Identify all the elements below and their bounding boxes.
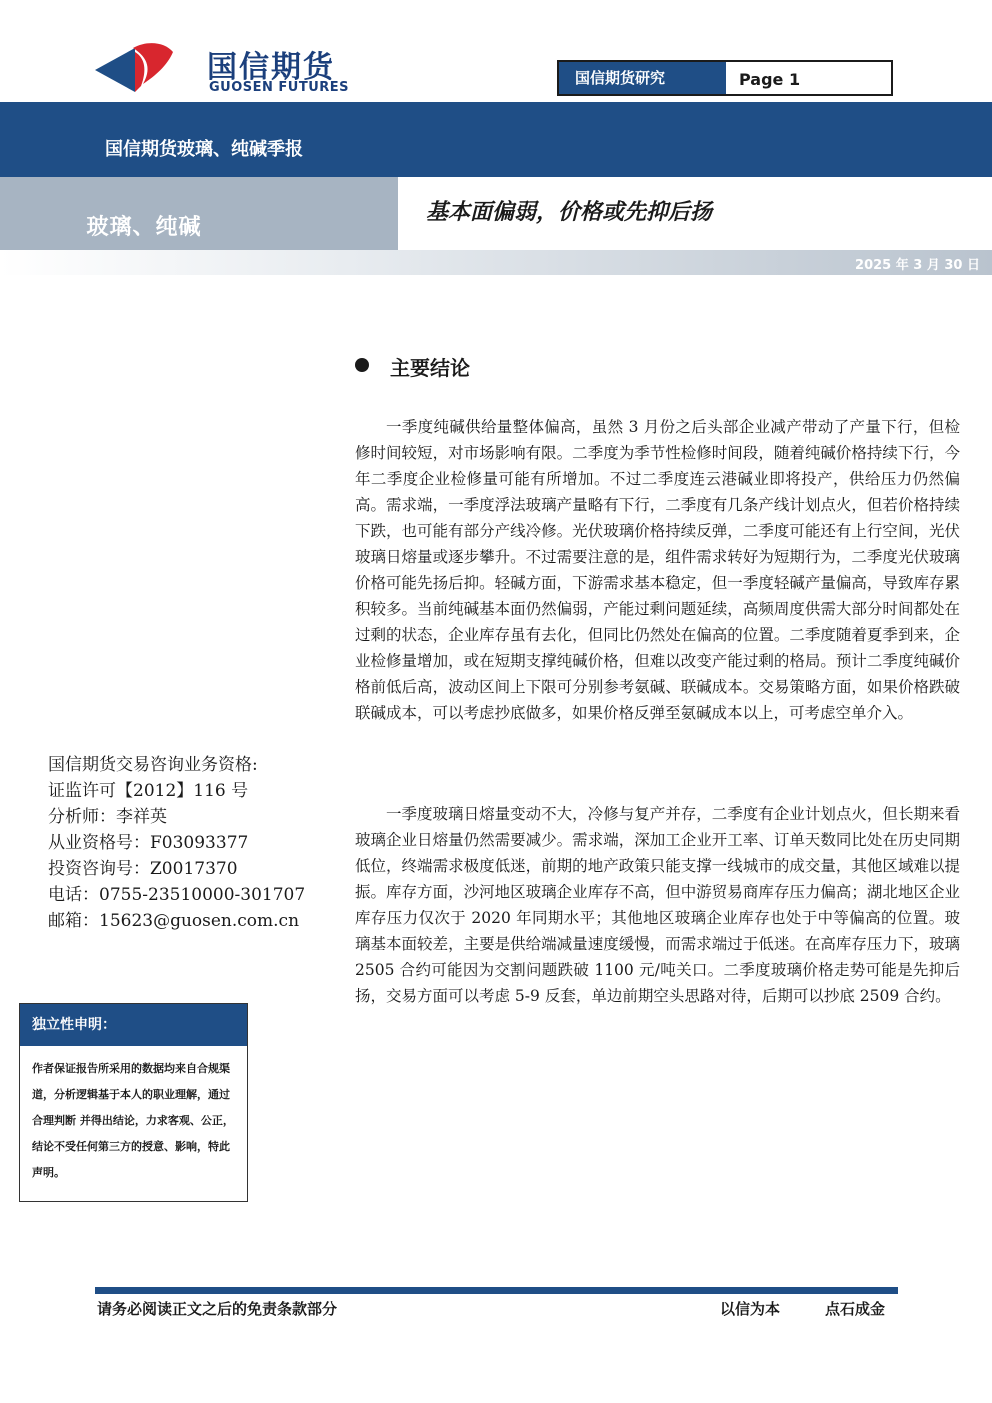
report-series-title: 国信期货玻璃、纯碱季报 [105,139,303,160]
independence-title: 独立性申明： [20,1004,247,1046]
consulting-number: 投资咨询号：Z0017370 [48,859,238,879]
footer-rule [95,1287,898,1294]
analyst-info [48,752,338,934]
independence-body: 作者保证报告所采用的数据均来自合规渠道，分析逻辑基于本人的职业理解，通过合理判断 并得出结论，力求客观、公正，结论不受任何第三方的授意、影响，特此声明。 [32,1062,234,1179]
page-number: Page 1 [739,70,801,89]
footer-slogan-1: 以信为本 [720,1300,781,1318]
bullet-icon [355,358,369,372]
footer-slogan-2: 点石成金 [825,1300,886,1318]
report-date: 2025 年 3 月 30 日 [855,258,980,273]
footer-disclaimer: 请务必阅读正文之后的免责条款部分 [97,1300,338,1318]
email-address: 邮箱：15623@guosen.com.cn [48,911,300,931]
report-headline: 基本面偏弱，价格或先抑后扬 [426,199,713,225]
body-paragraph-soda-ash: 一季度纯碱供给量整体偏高，虽然 3 月份之后头部企业减产带动了产量下行，但检修时间较短，对市场影响有限。二季度为季节性检修时间段，随着纯碱价格持续下行，今年二季度企业检修量可能有所增加。不过二季度连云港碱业即将投产，供给压力仍然偏高。需求端，一季度浮法玻璃产量略有下行，二季度有几条产线计划点火，但若价格持续下跌，也可能有部分产线冷修。光伏玻璃价格持续反弹，二季度可能还有上行空间，光伏玻璃日熔量或逐步攀升。不过需要注意的是，组件需求转好为短期行为，二季度光伏玻璃价格可能先扬后抑。轻碱方面，下游需求基本稳定，但一季度轻碱产量偏高，导致库存累积较多。当前纯碱基本面仍然偏弱，产能过剩问题延续，高频周度供需大部分时间都处在过剩的状态，企业库存虽有去化，但同比仍然处在偏高的位置。二季度随着夏季到来，企业检修量增加，或在短期支撑纯碱价格，但难以改变产能过剩的格局。预计二季度纯碱价格前低后高，波动区间上下限可分别参考氨碱、联碱成本。交易策略方面，如果价格跌破联碱成本，可以考虑抄底做多，如果价格反弹至氨碱成本以上，可考虑空单介入。 [355,418,960,722]
license-line: 证监许可【2012】116 号 [48,781,249,801]
logo-mark-icon [95,40,175,98]
logo-text-en: GUOSEN FUTURES [209,80,350,95]
title-band [0,177,992,250]
qualification-line: 国信期货交易咨询业务资格: [48,755,258,775]
date-bar [0,250,992,275]
body-paragraph-glass: 一季度玻璃日熔量变动不大，冷修与复产并存，二季度有企业计划点火，但长期来看玻璃企业日熔量仍然需要减少。需求端，深加工企业开工率、订单天数同比处在历史同期低位，终端需求极度低迷，前期的地产政策只能支撑一线城市的成交量，其他区域难以提振。库存方面，沙河地区玻璃企业库存不高，但中游贸易商库存压力偏高；湖北地区企业库存压力仅次于 2020 年同期水平；其他地区玻璃企业库存也处于中等偏高的位置。玻璃基本面较差，主要是供给端减量速度缓慢，而需求端过于低迷。在高库存压力下，玻璃 2505 合约可能因为交割问题跌破 1100 元/吨关口。二季度玻璃价格走势可能是先抑后扬，交易方面可以考虑 5-9 反套，单边前期空头思路对待，后期可以抄底 2509 合约。 [355,805,960,1005]
report-banner [0,102,992,177]
company-logo [95,40,355,100]
header-label-box [557,60,893,96]
phone-number: 电话：0755-23510000-301707 [48,885,306,905]
category-label: 玻璃、纯碱 [86,214,202,240]
qualification-number: 从业资格号：F03093377 [48,833,249,853]
section-heading: 主要结论 [390,356,470,380]
research-label: 国信期货研究 [559,62,726,94]
logo-text-cn: 国信期货 [207,50,335,85]
headline-box [398,177,992,250]
independence-statement [19,1003,248,1202]
analyst-name: 分析师：李祥英 [48,807,167,827]
